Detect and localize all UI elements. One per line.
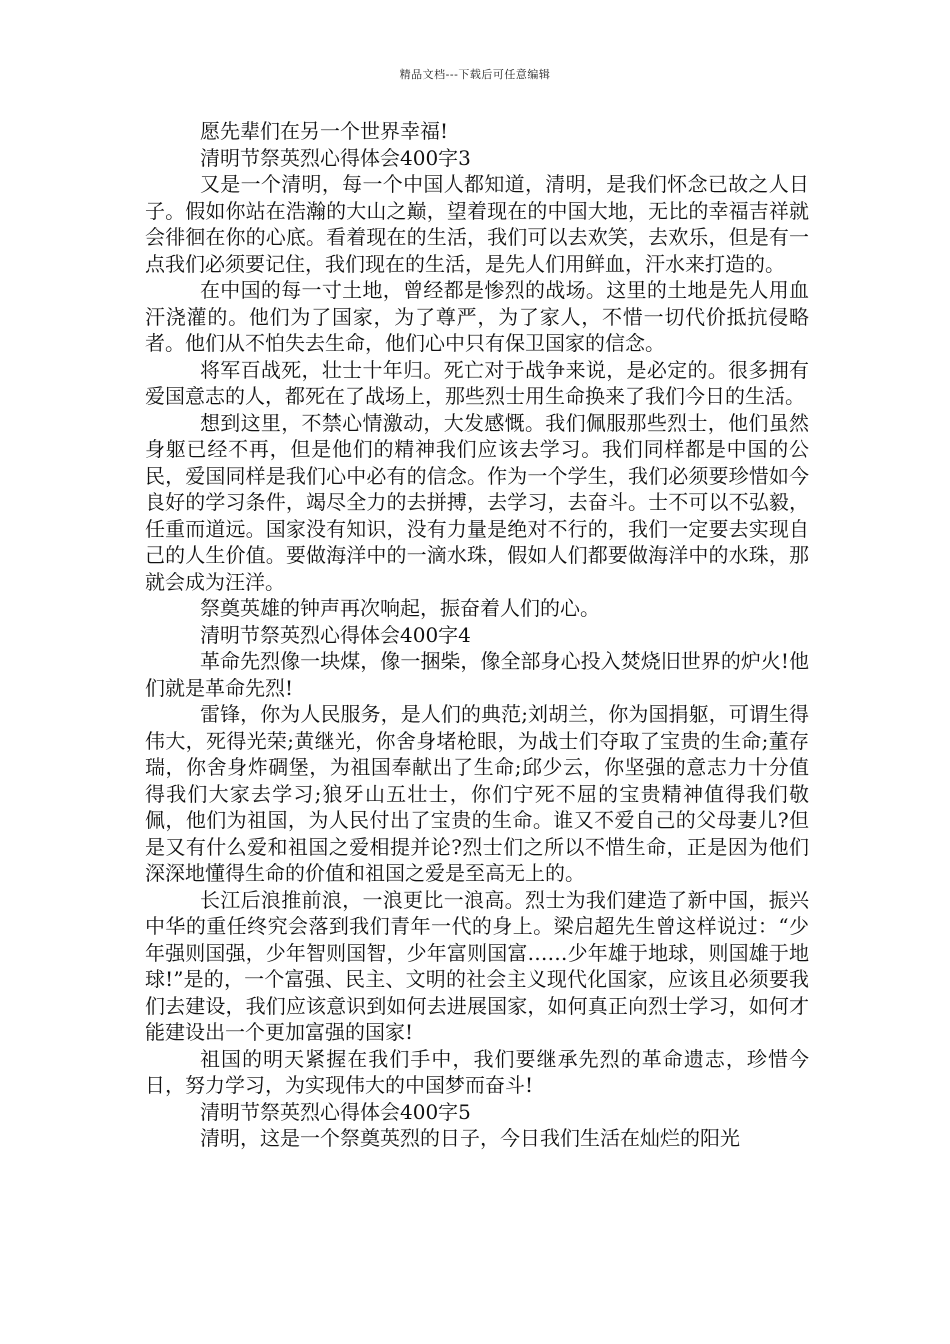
paragraph: 将军百战死，壮士十年归。死亡对于战争来说，是必定的。很多拥有爱国意志的人，都死在了战场上，那些烈士用生命换来了我们今日的生活。 [145, 357, 809, 408]
paragraph: 雷锋，你为人民服务，是人们的典范;刘胡兰，你为国捐躯，可谓生得伟大，死得光荣;黄继光，你舍身堵枪眼，为战士们夺取了宝贵的生命;董存瑞，你舍身炸碉堡，为祖国奉献出了生命;邱少云，你坚强的意志力十分值得我们大家去学习;狼牙山五壮士，你们宁死不屈的宝贵精神值得我们敬佩，他们为祖国，为人民付出了宝贵的生命。谁又不爱自己的父母妻儿?但是又有什么爱和祖国之爱相提并论?烈士们之所以不惜生命，正是因为他们深深地懂得生命的价值和祖国之爱是至高无上的。 [145, 702, 809, 885]
paragraph: 长江后浪推前浪，一浪更比一浪高。烈士为我们建造了新中国，振兴中华的重任终究会落到我们青年一代的身上。梁启超先生曾这样说过：“少年强则国强，少年智则国智，少年富则国富……少年雄于地球，则国雄于地球!”是的，一个富强、民主、文明的社会主义现代化国家，应该且必须要我们去建设，我们应该意识到如何去进展国家，如何真正向烈士学习，如何才能建设出一个更加富强的国家! [145, 887, 809, 1044]
section-heading: 清明节祭英烈心得体会400字4 [200, 622, 471, 647]
page-header: 精品文档---下载后可任意编辑 [399, 68, 551, 81]
paragraph: 在中国的每一寸土地，曾经都是惨烈的战场。这里的土地是先人用血汗浇灌的。他们为了国家，为了尊严，为了家人，不惜一切代价抵抗侵略者。他们从不怕失去生命，他们心中只有保卫国家的信念。 [145, 278, 809, 355]
paragraph: 革命先烈像一块煤，像一捆柴，像全部身心投入焚烧旧世界的炉火!他们就是革命先烈! [145, 649, 809, 700]
section-heading: 清明节祭英烈心得体会400字5 [200, 1099, 471, 1124]
paragraph: 又是一个清明，每一个中国人都知道，清明，是我们怀念已故之人日子。假如你站在浩瀚的大山之巅，望着现在的中国大地，无比的幸福吉祥就会徘徊在你的心底。看着现在的生活，我们可以去欢笑，去欢乐，但是有一点我们必须要记住，我们现在的生活，是先人们用鲜血，汗水来打造的。 [145, 172, 809, 276]
section-heading: 清明节祭英烈心得体会400字3 [200, 145, 471, 170]
paragraph: 愿先辈们在另一个世界幸福! [200, 119, 449, 143]
paragraph: 想到这里，不禁心情激动，大发感慨。我们佩服那些烈士，他们虽然身躯已经不再，但是他们的精神我们应该去学习。我们同样都是中国的公民，爱国同样是我们心中必有的信念。作为一个学生，我们必须要珍惜如今良好的学习条件，竭尽全力的去拼搏，去学习，去奋斗。士不可以不弘毅，任重而道远。国家没有知识，没有力量是绝对不行的，我们一定要去实现自己的人生价值。要做海洋中的一滴水珠，假如人们都要做海洋中的水珠，那就会成为汪洋。 [145, 410, 809, 594]
document-body [145, 118, 809, 1152]
paragraph: 祖国的明天紧握在我们手中，我们要继承先烈的革命遗志，珍惜今日，努力学习，为实现伟大的中国梦而奋斗! [145, 1046, 809, 1097]
paragraph: 清明，这是一个祭奠英烈的日子，今日我们生活在灿烂的阳光 [200, 1126, 740, 1150]
paragraph: 祭奠英雄的钟声再次响起，振奋着人们的心。 [200, 596, 600, 620]
